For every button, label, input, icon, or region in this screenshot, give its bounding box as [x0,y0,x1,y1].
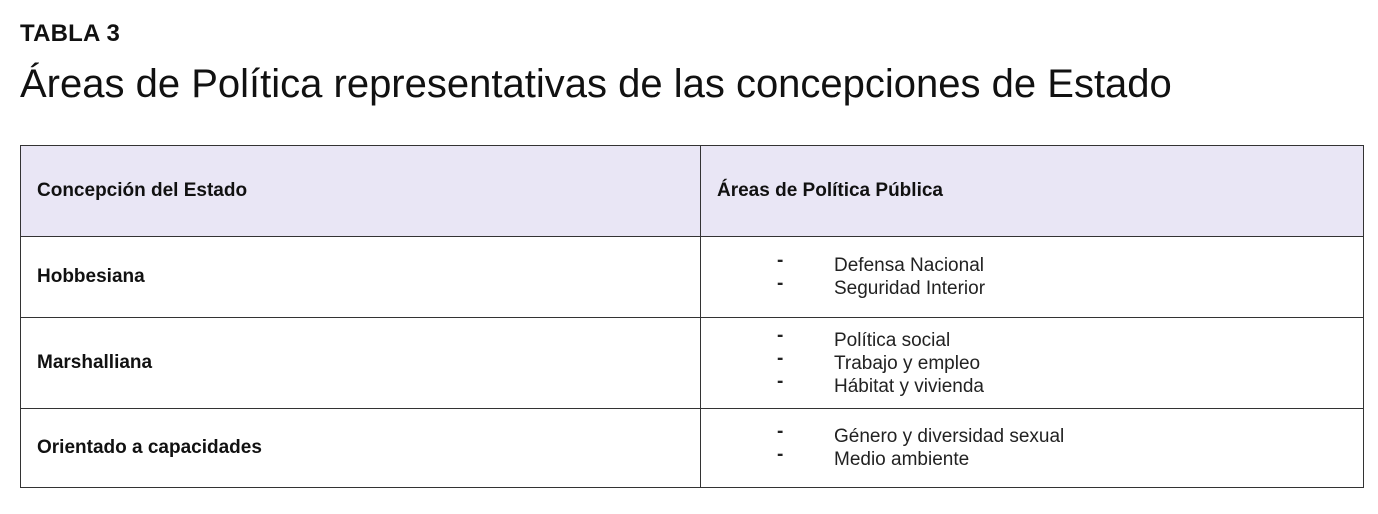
table-number-label: TABLA 3 [20,20,121,47]
list-item [717,273,1347,300]
area-text: Trabajo y empleo [834,352,981,374]
dash-bullet: - [777,444,784,465]
page-title: Áreas de Política representativas de las concepciones de Estado [20,62,1172,106]
list-item [717,370,1347,398]
areas-list [717,421,1347,471]
list-item [717,444,1347,471]
list-item [717,421,1347,448]
area-text: Hábitat y vivienda [834,375,984,397]
area-text: Defensa Nacional [834,255,984,276]
areas-cell [701,237,1364,318]
dash-bullet: - [777,370,784,392]
table-row [21,237,1364,318]
area-text: Seguridad Interior [834,278,986,299]
policy-areas-table [20,145,1364,488]
area-text: Medio ambiente [834,449,970,470]
areas-list [717,250,1347,300]
concept-cell: Hobbesiana [21,237,701,318]
areas-cell [701,318,1364,409]
concept-cell: Marshalliana [21,318,701,409]
table-row [21,409,1364,488]
area-text: Género y diversidad sexual [834,426,1065,447]
column-header-policy-areas: Áreas de Política Pública [701,146,1364,237]
list-item [717,324,1347,352]
areas-cell [701,409,1364,488]
dash-bullet: - [777,421,784,442]
list-item [717,347,1347,375]
concept-cell: Orientado a capacidades [21,409,701,488]
dash-bullet: - [777,324,784,346]
area-text: Política social [834,329,951,351]
list-item [717,250,1347,277]
areas-list [717,324,1347,398]
dash-bullet: - [777,273,784,294]
dash-bullet: - [777,347,784,369]
dash-bullet: - [777,250,784,271]
column-header-concept: Concepción del Estado [21,146,701,237]
table-row [21,318,1364,409]
table-header-row [21,146,1364,237]
